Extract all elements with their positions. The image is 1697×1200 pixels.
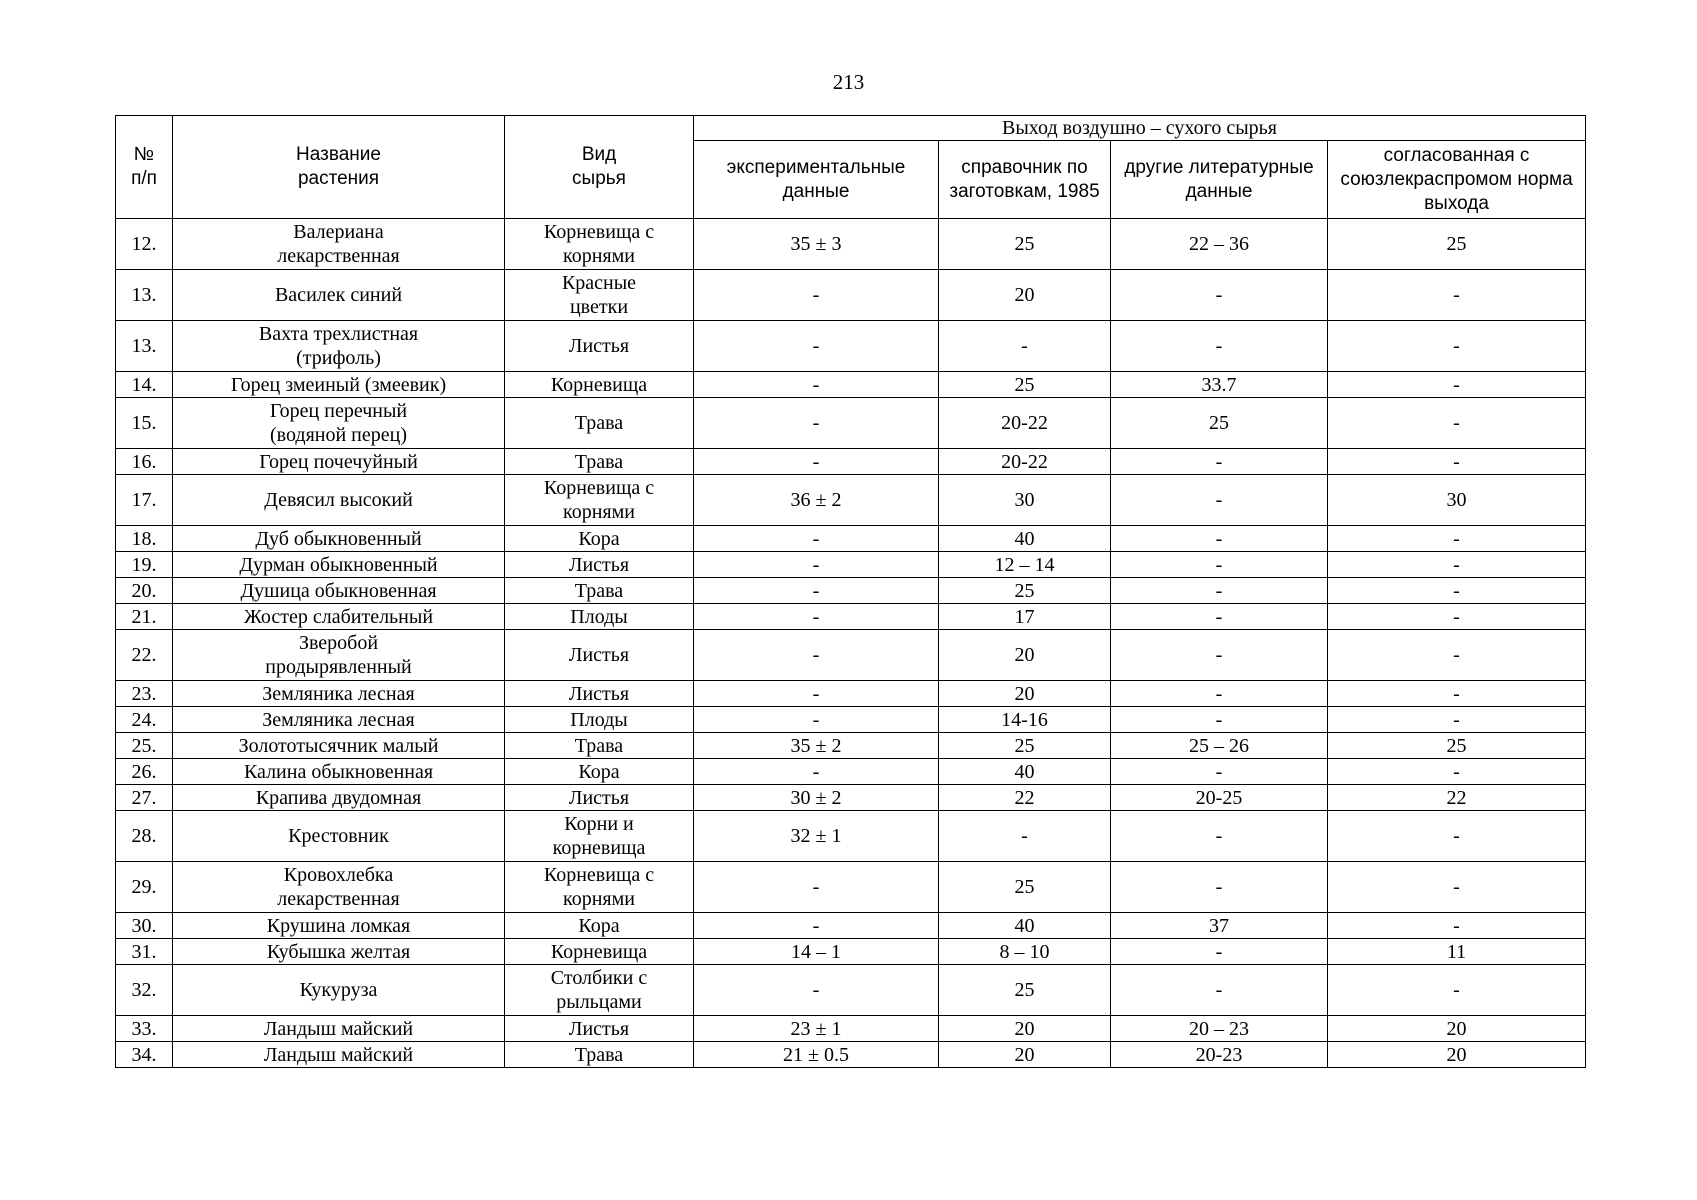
cell-literature: - bbox=[1111, 321, 1328, 372]
header-plant-name: Название растения bbox=[173, 116, 505, 219]
cell-literature: 25 bbox=[1111, 398, 1328, 449]
cell-raw-material-type: Трава bbox=[505, 1042, 694, 1068]
cell-plant-name: Душица обыкновенная bbox=[173, 578, 505, 604]
cell-literature: 37 bbox=[1111, 913, 1328, 939]
cell-reference: 25 bbox=[939, 578, 1111, 604]
cell-raw-material-type: Кора bbox=[505, 913, 694, 939]
cell-literature: 20 – 23 bbox=[1111, 1016, 1328, 1042]
header-literature: другие литературные данные bbox=[1111, 141, 1328, 219]
cell-number: 30. bbox=[116, 913, 173, 939]
cell-literature: 22 – 36 bbox=[1111, 219, 1328, 270]
cell-reference: 25 bbox=[939, 965, 1111, 1016]
table-row bbox=[116, 681, 1586, 707]
cell-number: 20. bbox=[116, 578, 173, 604]
cell-number: 27. bbox=[116, 785, 173, 811]
cell-number: 28. bbox=[116, 811, 173, 862]
cell-reference: 20 bbox=[939, 630, 1111, 681]
cell-plant-name: Горец перечный (водяной перец) bbox=[173, 398, 505, 449]
cell-plant-name: Василек синий bbox=[173, 270, 505, 321]
cell-number: 17. bbox=[116, 475, 173, 526]
cell-norm: - bbox=[1328, 759, 1586, 785]
cell-experimental: - bbox=[694, 270, 939, 321]
cell-reference: 30 bbox=[939, 475, 1111, 526]
table-row bbox=[116, 862, 1586, 913]
cell-literature: - bbox=[1111, 552, 1328, 578]
cell-raw-material-type: Трава bbox=[505, 398, 694, 449]
cell-experimental: 35 ± 3 bbox=[694, 219, 939, 270]
cell-experimental: - bbox=[694, 526, 939, 552]
cell-plant-name: Дурман обыкновенный bbox=[173, 552, 505, 578]
cell-number: 13. bbox=[116, 321, 173, 372]
cell-experimental: 32 ± 1 bbox=[694, 811, 939, 862]
cell-raw-material-type: Корневища с корнями bbox=[505, 219, 694, 270]
cell-plant-name: Кубышка желтая bbox=[173, 939, 505, 965]
cell-experimental: - bbox=[694, 321, 939, 372]
cell-experimental: - bbox=[694, 759, 939, 785]
table-row bbox=[116, 321, 1586, 372]
cell-raw-material-type: Плоды bbox=[505, 604, 694, 630]
cell-raw-material-type: Листья bbox=[505, 321, 694, 372]
cell-norm: - bbox=[1328, 526, 1586, 552]
cell-literature: - bbox=[1111, 578, 1328, 604]
cell-experimental: - bbox=[694, 372, 939, 398]
cell-literature: - bbox=[1111, 475, 1328, 526]
table-row bbox=[116, 939, 1586, 965]
header-reference: справочник по заготовкам, 1985 bbox=[939, 141, 1111, 219]
cell-norm: 11 bbox=[1328, 939, 1586, 965]
cell-norm: - bbox=[1328, 965, 1586, 1016]
cell-reference: - bbox=[939, 811, 1111, 862]
cell-plant-name: Ландыш майский bbox=[173, 1016, 505, 1042]
table-row bbox=[116, 372, 1586, 398]
cell-literature: 20-25 bbox=[1111, 785, 1328, 811]
cell-reference: 25 bbox=[939, 219, 1111, 270]
cell-number: 14. bbox=[116, 372, 173, 398]
cell-plant-name: Крестовник bbox=[173, 811, 505, 862]
cell-norm: - bbox=[1328, 604, 1586, 630]
cell-number: 22. bbox=[116, 630, 173, 681]
cell-raw-material-type: Листья bbox=[505, 785, 694, 811]
cell-number: 15. bbox=[116, 398, 173, 449]
table-row bbox=[116, 811, 1586, 862]
cell-norm: - bbox=[1328, 398, 1586, 449]
table-row bbox=[116, 630, 1586, 681]
cell-experimental: - bbox=[694, 630, 939, 681]
cell-norm: - bbox=[1328, 913, 1586, 939]
header-yield-group: Выход воздушно – сухого сырья bbox=[694, 116, 1586, 141]
table-row bbox=[116, 1042, 1586, 1068]
cell-reference: 22 bbox=[939, 785, 1111, 811]
table-row bbox=[116, 707, 1586, 733]
cell-plant-name: Дуб обыкновенный bbox=[173, 526, 505, 552]
cell-experimental: 35 ± 2 bbox=[694, 733, 939, 759]
header-experimental: экспериментальные данные bbox=[694, 141, 939, 219]
cell-literature: - bbox=[1111, 681, 1328, 707]
cell-raw-material-type: Корневища с корнями bbox=[505, 475, 694, 526]
cell-raw-material-type: Корневища bbox=[505, 939, 694, 965]
cell-plant-name: Вахта трехлистная (трифоль) bbox=[173, 321, 505, 372]
cell-plant-name: Земляника лесная bbox=[173, 707, 505, 733]
cell-plant-name: Горец змеиный (змеевик) bbox=[173, 372, 505, 398]
cell-number: 26. bbox=[116, 759, 173, 785]
cell-experimental: - bbox=[694, 862, 939, 913]
cell-norm: - bbox=[1328, 321, 1586, 372]
cell-plant-name: Жостер слабительный bbox=[173, 604, 505, 630]
cell-experimental: - bbox=[694, 604, 939, 630]
table-row bbox=[116, 785, 1586, 811]
cell-norm: 20 bbox=[1328, 1016, 1586, 1042]
cell-norm: - bbox=[1328, 372, 1586, 398]
cell-plant-name: Крушина ломкая bbox=[173, 913, 505, 939]
cell-experimental: 14 – 1 bbox=[694, 939, 939, 965]
cell-number: 18. bbox=[116, 526, 173, 552]
cell-plant-name: Ландыш майский bbox=[173, 1042, 505, 1068]
cell-experimental: - bbox=[694, 965, 939, 1016]
cell-plant-name: Золототысячник малый bbox=[173, 733, 505, 759]
cell-reference: 14-16 bbox=[939, 707, 1111, 733]
cell-norm: 20 bbox=[1328, 1042, 1586, 1068]
cell-norm: - bbox=[1328, 681, 1586, 707]
cell-literature: 25 – 26 bbox=[1111, 733, 1328, 759]
cell-norm: - bbox=[1328, 811, 1586, 862]
cell-literature: - bbox=[1111, 526, 1328, 552]
table-row bbox=[116, 913, 1586, 939]
cell-reference: 40 bbox=[939, 526, 1111, 552]
table-row bbox=[116, 552, 1586, 578]
table-row bbox=[116, 526, 1586, 552]
cell-number: 29. bbox=[116, 862, 173, 913]
cell-raw-material-type: Листья bbox=[505, 552, 694, 578]
cell-experimental: - bbox=[694, 913, 939, 939]
cell-reference: 8 – 10 bbox=[939, 939, 1111, 965]
cell-number: 23. bbox=[116, 681, 173, 707]
cell-raw-material-type: Трава bbox=[505, 578, 694, 604]
header-number: № п/п bbox=[116, 116, 173, 219]
header-norm: согласованная с союзлекраспромом норма выхода bbox=[1328, 141, 1586, 219]
cell-literature: - bbox=[1111, 862, 1328, 913]
cell-raw-material-type: Красные цветки bbox=[505, 270, 694, 321]
cell-reference: 20 bbox=[939, 1042, 1111, 1068]
cell-raw-material-type: Трава bbox=[505, 733, 694, 759]
table-row bbox=[116, 219, 1586, 270]
table-row bbox=[116, 475, 1586, 526]
cell-number: 21. bbox=[116, 604, 173, 630]
cell-raw-material-type: Кора bbox=[505, 759, 694, 785]
cell-raw-material-type: Корни и корневища bbox=[505, 811, 694, 862]
cell-reference: 40 bbox=[939, 759, 1111, 785]
header-raw-material-type: Вид сырья bbox=[505, 116, 694, 219]
cell-reference: 12 – 14 bbox=[939, 552, 1111, 578]
cell-plant-name: Кровохлебка лекарственная bbox=[173, 862, 505, 913]
cell-number: 34. bbox=[116, 1042, 173, 1068]
cell-plant-name: Горец почечуйный bbox=[173, 449, 505, 475]
table-row bbox=[116, 759, 1586, 785]
cell-plant-name: Валериана лекарственная bbox=[173, 219, 505, 270]
cell-experimental: - bbox=[694, 398, 939, 449]
cell-number: 12. bbox=[116, 219, 173, 270]
cell-reference: 25 bbox=[939, 862, 1111, 913]
cell-literature: - bbox=[1111, 811, 1328, 862]
cell-literature: - bbox=[1111, 270, 1328, 321]
cell-number: 33. bbox=[116, 1016, 173, 1042]
cell-reference: 25 bbox=[939, 733, 1111, 759]
cell-plant-name: Зверобой продырявленный bbox=[173, 630, 505, 681]
plant-yield-table bbox=[115, 115, 1586, 1068]
cell-norm: 30 bbox=[1328, 475, 1586, 526]
cell-reference: 20 bbox=[939, 1016, 1111, 1042]
table-row bbox=[116, 604, 1586, 630]
table-row bbox=[116, 270, 1586, 321]
cell-literature: - bbox=[1111, 604, 1328, 630]
cell-reference: - bbox=[939, 321, 1111, 372]
cell-raw-material-type: Столбики с рыльцами bbox=[505, 965, 694, 1016]
cell-norm: - bbox=[1328, 552, 1586, 578]
table-header bbox=[116, 116, 1586, 219]
cell-number: 32. bbox=[116, 965, 173, 1016]
cell-literature: 20-23 bbox=[1111, 1042, 1328, 1068]
cell-reference: 20 bbox=[939, 270, 1111, 321]
cell-reference: 20-22 bbox=[939, 449, 1111, 475]
cell-experimental: 21 ± 0.5 bbox=[694, 1042, 939, 1068]
cell-number: 24. bbox=[116, 707, 173, 733]
cell-experimental: - bbox=[694, 707, 939, 733]
cell-experimental: - bbox=[694, 681, 939, 707]
cell-literature: - bbox=[1111, 939, 1328, 965]
cell-norm: 22 bbox=[1328, 785, 1586, 811]
cell-reference: 20 bbox=[939, 681, 1111, 707]
cell-norm: 25 bbox=[1328, 733, 1586, 759]
cell-reference: 20-22 bbox=[939, 398, 1111, 449]
table-row bbox=[116, 398, 1586, 449]
page-number: 213 bbox=[832, 70, 865, 94]
cell-plant-name: Калина обыкновенная bbox=[173, 759, 505, 785]
table-body bbox=[116, 219, 1586, 1068]
cell-experimental: 30 ± 2 bbox=[694, 785, 939, 811]
cell-number: 16. bbox=[116, 449, 173, 475]
cell-raw-material-type: Корневища с корнями bbox=[505, 862, 694, 913]
cell-literature: - bbox=[1111, 449, 1328, 475]
cell-literature: - bbox=[1111, 630, 1328, 681]
cell-experimental: - bbox=[694, 552, 939, 578]
cell-norm: - bbox=[1328, 707, 1586, 733]
cell-literature: - bbox=[1111, 759, 1328, 785]
cell-norm: 25 bbox=[1328, 219, 1586, 270]
cell-norm: - bbox=[1328, 862, 1586, 913]
table-row bbox=[116, 578, 1586, 604]
cell-raw-material-type: Кора bbox=[505, 526, 694, 552]
cell-experimental: - bbox=[694, 449, 939, 475]
table-row bbox=[116, 965, 1586, 1016]
cell-reference: 40 bbox=[939, 913, 1111, 939]
cell-plant-name: Девясил высокий bbox=[173, 475, 505, 526]
cell-raw-material-type: Плоды bbox=[505, 707, 694, 733]
cell-raw-material-type: Листья bbox=[505, 681, 694, 707]
cell-literature: 33.7 bbox=[1111, 372, 1328, 398]
cell-norm: - bbox=[1328, 449, 1586, 475]
cell-number: 19. bbox=[116, 552, 173, 578]
cell-literature: - bbox=[1111, 965, 1328, 1016]
cell-experimental: 23 ± 1 bbox=[694, 1016, 939, 1042]
cell-reference: 25 bbox=[939, 372, 1111, 398]
cell-raw-material-type: Листья bbox=[505, 1016, 694, 1042]
cell-number: 31. bbox=[116, 939, 173, 965]
cell-plant-name: Кукуруза bbox=[173, 965, 505, 1016]
cell-raw-material-type: Корневища bbox=[505, 372, 694, 398]
cell-norm: - bbox=[1328, 578, 1586, 604]
table-row bbox=[116, 733, 1586, 759]
cell-experimental: - bbox=[694, 578, 939, 604]
cell-literature: - bbox=[1111, 707, 1328, 733]
cell-raw-material-type: Листья bbox=[505, 630, 694, 681]
cell-norm: - bbox=[1328, 630, 1586, 681]
cell-number: 13. bbox=[116, 270, 173, 321]
cell-raw-material-type: Трава bbox=[505, 449, 694, 475]
cell-norm: - bbox=[1328, 270, 1586, 321]
cell-experimental: 36 ± 2 bbox=[694, 475, 939, 526]
table-row bbox=[116, 1016, 1586, 1042]
table-row bbox=[116, 449, 1586, 475]
cell-reference: 17 bbox=[939, 604, 1111, 630]
cell-plant-name: Крапива двудомная bbox=[173, 785, 505, 811]
cell-number: 25. bbox=[116, 733, 173, 759]
cell-plant-name: Земляника лесная bbox=[173, 681, 505, 707]
